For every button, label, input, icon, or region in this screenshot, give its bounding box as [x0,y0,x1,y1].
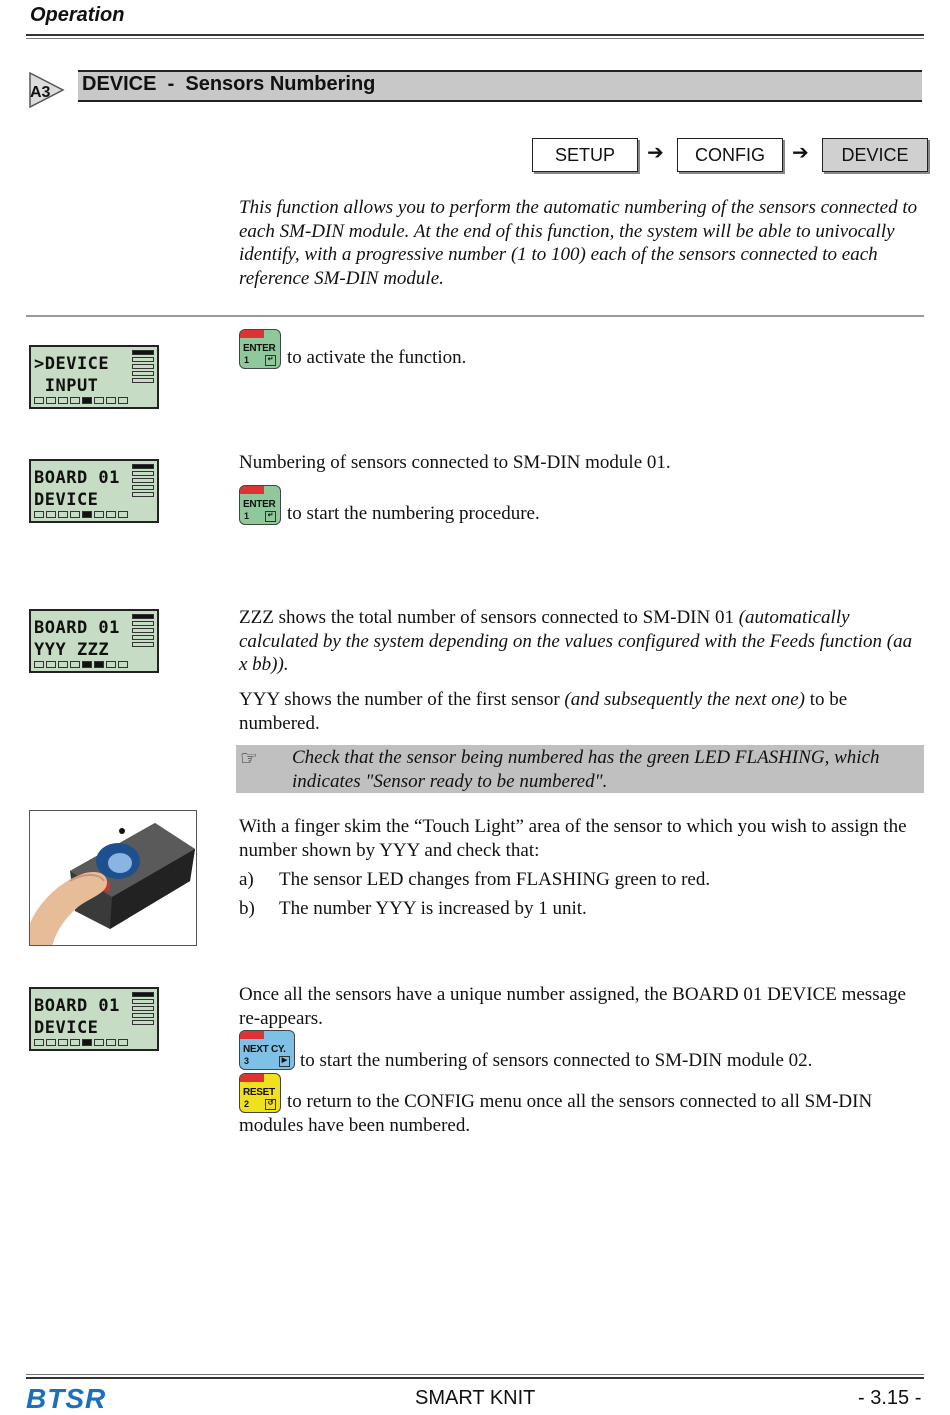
step3-p2-text: YYY shows the number of the first sensor [239,689,565,710]
brand-logo: BTSR [26,1383,107,1414]
lcd-display-1 [29,345,159,409]
key-label: NEXT CY. [243,1044,286,1055]
reset-glyph-icon: ↺ [265,1099,276,1110]
enter-key-icon [239,329,281,369]
lcd-indicators [132,350,154,385]
lcd-display-2 [29,459,159,523]
breadcrumb-setup: SETUP [532,138,638,172]
page-header-title: Operation [30,4,125,26]
list-item-a: The sensor LED changes from FLASHING green to red. [279,869,711,890]
lcd-bottom-indicators [34,1039,128,1046]
header-rule [26,34,924,36]
footer-product: SMART KNIT [415,1387,536,1409]
lcd-indicators [132,992,154,1027]
key-label: RESET [243,1087,275,1098]
lcd-line: DEVICE [34,490,99,510]
breadcrumb-arrow-icon-2: ➔ [792,140,809,164]
intro-paragraph: This function allows you to perform the automatic numbering of the sensors connected to each SM-DIN module. At the end of this function, the system will be able to univocally identify, with a progressive number (1 to 100) each of the sensors connected to each reference SM-DIN module. [239,197,918,289]
list-marker-a: a) [239,869,254,890]
step2-text: Numbering of sensors connected to SM-DIN module 01. [239,452,671,473]
breadcrumb-arrow-icon: ➔ [647,140,664,164]
lcd-line: YYY ZZZ [34,640,110,660]
breadcrumb-config: CONFIG [677,138,783,172]
step3-paragraph-1 [239,606,924,677]
step3-p2-italic: (and subsequently the next one) [564,689,806,710]
lcd-line: INPUT [34,376,99,396]
step5-reset-text: to return to the CONFIG menu once all the sensors connected to all SM-DIN modules have been numbered. [239,1091,873,1136]
step5-next-text: to start the numbering of sensors connected to SM-DIN module 02. [300,1050,813,1071]
step3-paragraph-2 [239,688,919,735]
pointing-hand-icon: ☞ [240,746,258,770]
key-label: ENTER [243,499,276,510]
key-label: ENTER [243,343,276,354]
footer-rule [26,1377,924,1379]
lcd-line: BOARD 01 [34,468,120,488]
step2-action-text: to start the numbering procedure. [287,503,540,524]
enter-glyph-icon: ↵ [265,355,276,366]
key-number: 1 [244,511,250,521]
step1-text: to activate the function. [287,347,467,368]
list-marker-b: b) [239,898,255,919]
key-number: 1 [244,355,250,365]
lcd-line: BOARD 01 [34,996,120,1016]
sensor-photo [29,810,197,946]
next-glyph-icon: ▶ [279,1056,290,1067]
step3-p1-text: ZZZ shows the total number of sensors connected to SM-DIN 01 [239,607,739,628]
key-number: 2 [244,1099,250,1109]
enter-key-icon-2 [239,485,281,525]
list-item-b: The number YYY is increased by 1 unit. [279,898,587,919]
step5-text: Once all the sensors have a unique number assigned, the BOARD 01 DEVICE message re-appears. [239,984,906,1029]
step4-text: With a finger skim the “Touch Light” area of the sensor to which you wish to assign the number shown by YYY and check that: [239,816,907,861]
section-title: DEVICE - Sensors Numbering [82,73,376,95]
note-text: Check that the sensor being numbered has the green LED FLASHING, which indicates "Sensor ready to be numbered". [292,747,880,792]
lcd-indicators [132,614,154,649]
next-cycle-key-icon [239,1030,295,1070]
step3-p1-italic: (automatically calculated by the system depending on the values configured with the Feeds function (aa x bb)). [239,607,913,675]
lcd-line: DEVICE [34,1018,99,1038]
lcd-bottom-indicators [34,511,128,518]
lcd-bottom-indicators [34,397,128,404]
footer-rule-thin [26,1374,924,1375]
lcd-display-3 [29,609,159,673]
lcd-line: BOARD 01 [34,618,120,638]
section-badge-icon [27,70,67,110]
breadcrumb-device: DEVICE [822,138,928,172]
lcd-indicators [132,464,154,499]
lcd-display-4 [29,987,159,1051]
page-number: - 3.15 - [858,1387,922,1409]
section-divider [26,315,924,317]
key-number: 3 [244,1056,250,1066]
header-rule-thin [26,38,924,39]
step3-p2-end: to be numbered. [239,689,848,734]
lcd-bottom-indicators [34,661,128,668]
enter-glyph-icon: ↵ [265,511,276,522]
lcd-line: >DEVICE [34,354,110,374]
section-badge-label: A3 [30,84,51,101]
